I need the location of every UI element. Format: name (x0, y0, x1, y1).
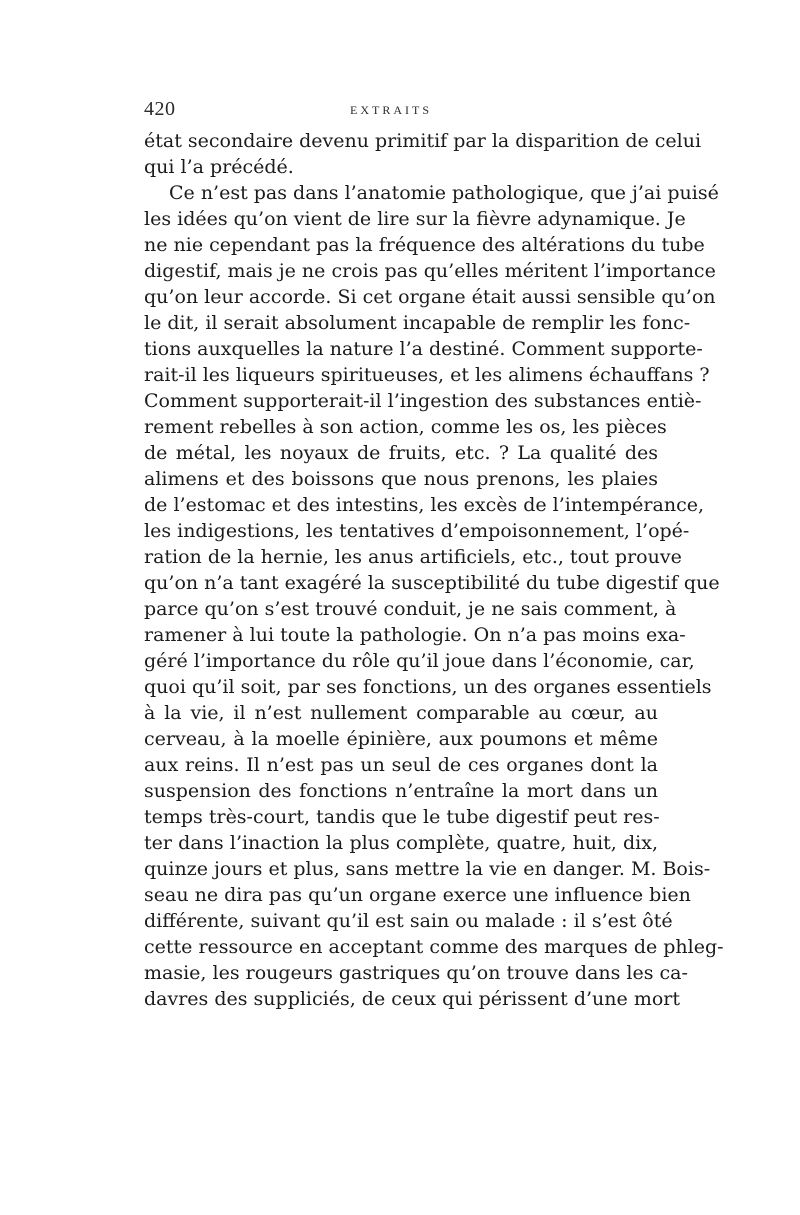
text-line: parce qu’on s’est trouvé conduit, je ne sais comment, à (144, 598, 677, 620)
text-line: le dit, il serait absolument incapable de remplir les fonc- (144, 312, 691, 334)
text-line: tions auxquelles la nature l’a destiné. Comment supporte- (144, 338, 703, 360)
text-line: qu’on leur accorde. Si cet organe était aussi sensible qu’on (144, 286, 716, 308)
text-line: les indigestions, les tentatives d’empoisonnement, l’opé- (144, 520, 690, 542)
text-line: de l’estomac et des intestins, les excès de l’intempérance, (144, 494, 704, 516)
text-line: différente, suivant qu’il est sain ou malade : il s’est ôté (144, 910, 673, 932)
text-line: digestif, mais je ne crois pas qu’elles méritent l’importance (144, 260, 716, 282)
text-line: aux reins. Il n’est pas un seul de ces organes dont la (144, 754, 658, 776)
text-line: alimens et des boissons que nous prenons, les plaies (144, 468, 658, 490)
text-line: cette ressource en acceptant comme des marques de phleg- (144, 936, 724, 958)
text-line: de métal, les noyaux de fruits, etc. ? La qualité des (144, 442, 658, 464)
page-number: 420 (144, 98, 176, 120)
text-line: ne nie cependant pas la fréquence des altérations du tube (144, 234, 705, 256)
text-line: Comment supporterait-il l’ingestion des substances entiè- (144, 390, 702, 412)
text-line: quinze jours et plus, sans mettre la vie en danger. M. Bois- (144, 858, 711, 880)
text-line: ramener à lui toute la pathologie. On n’a pas moins exa- (144, 624, 686, 646)
text-line: les idées qu’on vient de lire sur la fièvre adynamique. Je (144, 208, 686, 230)
text-line: qu’on n’a tant exagéré la susceptibilité du tube digestif que (144, 572, 720, 594)
text-line: masie, les rougeurs gastriques qu’on trouve dans les ca- (144, 962, 688, 984)
text-line: cerveau, à la moelle épinière, aux poumons et même (144, 728, 658, 750)
text-line: état secondaire devenu primitif par la disparition de celui (144, 130, 702, 152)
text-line: suspension des fonctions n’entraîne la mort dans un (144, 780, 658, 802)
text-line: quoi qu’il soit, par ses fonctions, un des organes essentiels (144, 676, 712, 698)
text-line: qui l’a précédé. (144, 156, 294, 178)
running-head (144, 98, 662, 122)
text-line: davres des suppliciés, de ceux qui périssent d’une mort (144, 988, 680, 1010)
text-line: ration de la hernie, les anus artificiels, etc., tout prouve (144, 546, 682, 568)
text-line: rement rebelles à son action, comme les os, les pièces (144, 416, 667, 438)
paragraph-first-line: Ce n’est pas dans l’anatomie pathologique, que j’ai puisé (169, 182, 719, 204)
text-line: à la vie, il n’est nullement comparable au cœur, au (144, 702, 658, 724)
text-line: ter dans l’inaction la plus complète, quatre, huit, dix, (144, 832, 658, 854)
text-line: seau ne dira pas qu’un organe exerce une influence bien (144, 884, 691, 906)
text-line: temps très-court, tandis que le tube digestif peut res- (144, 806, 660, 828)
text-line: rait-il les liqueurs spiritueuses, et les alimens échauffans ? (144, 364, 710, 386)
text-line: géré l’importance du rôle qu’il joue dans l’économie, car, (144, 650, 695, 672)
body-text (144, 128, 724, 1012)
running-title: EXTRAITS (350, 103, 432, 117)
